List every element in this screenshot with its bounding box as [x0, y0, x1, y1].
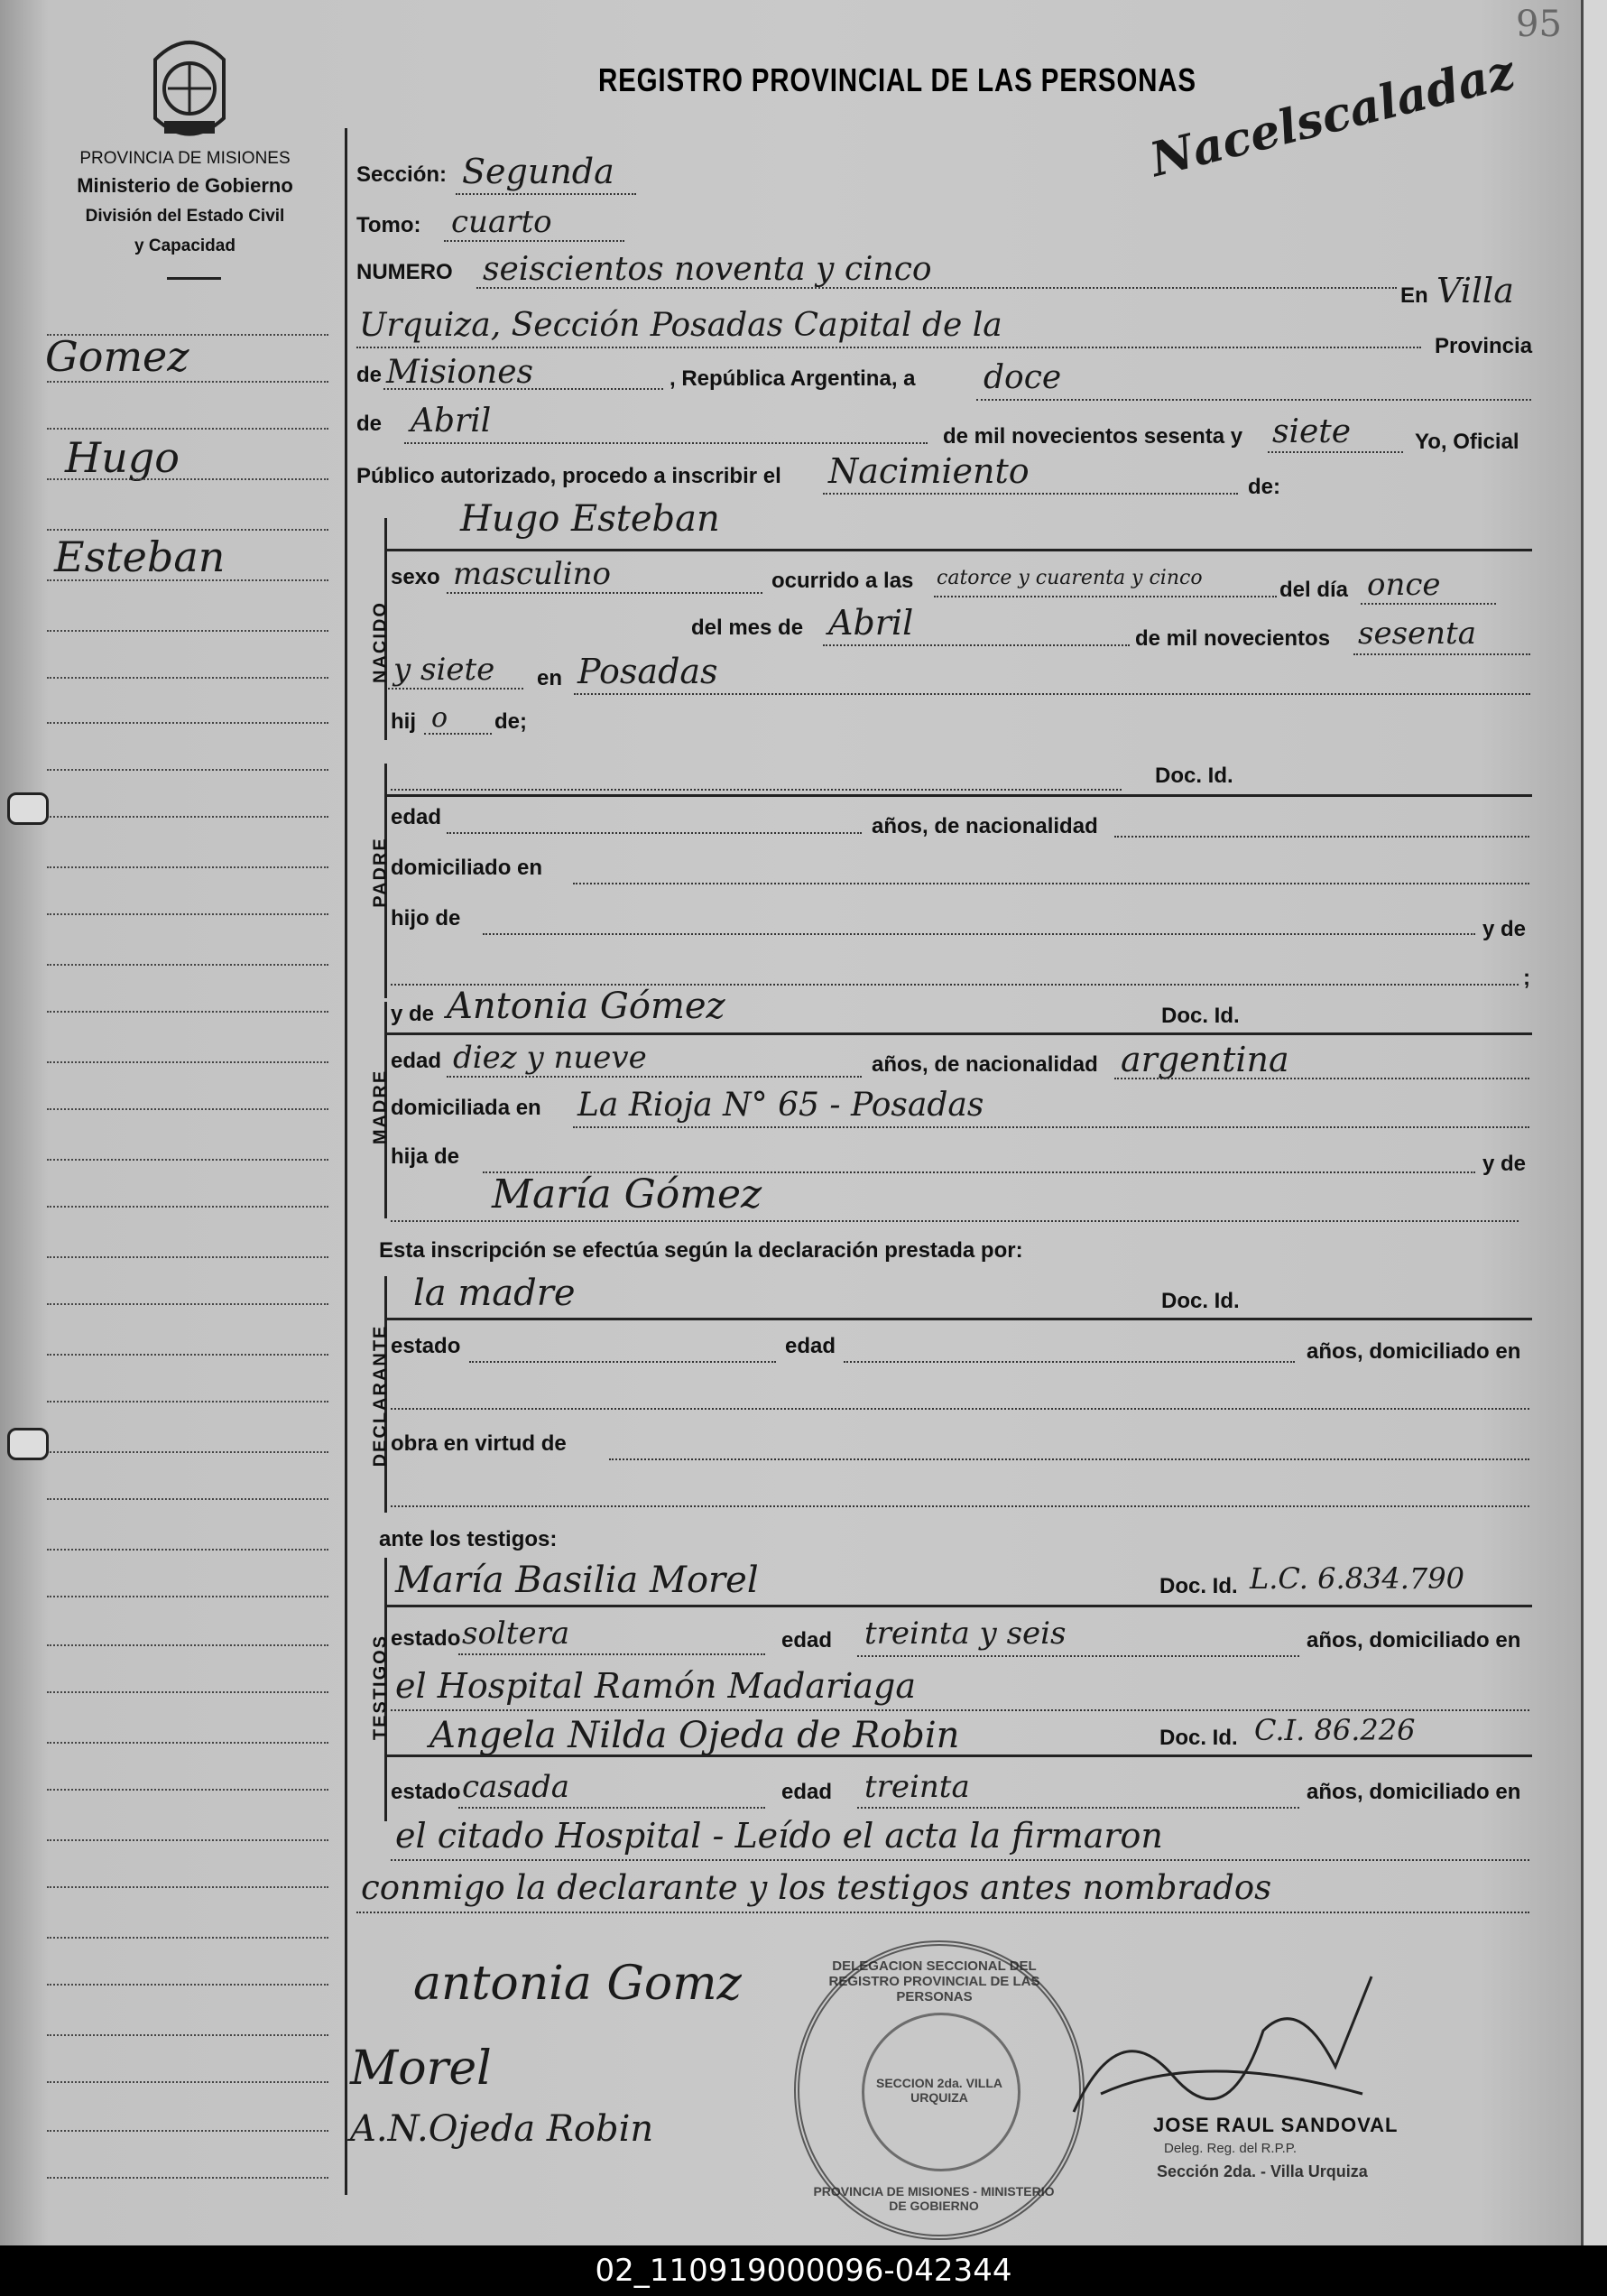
- testigo2-estado-value: casada: [462, 1769, 570, 1805]
- madre-name: Antonia Gómez: [447, 986, 725, 1027]
- org-division: División del Estado Civil: [85, 207, 285, 226]
- seal-inner-text: SECCION 2da. VILLA URQUIZA: [875, 2076, 1003, 2105]
- margin-surname: Gomez: [45, 332, 189, 381]
- madre-hija-label: hija de: [391, 1144, 460, 1169]
- document-code: 02_110919000096-042344: [595, 2253, 1012, 2289]
- testigo2-doc-label: Doc. Id.: [1159, 1726, 1238, 1750]
- madre-edad-label: edad: [391, 1049, 442, 1073]
- testigo1-name: María Basilia Morel: [395, 1560, 759, 1601]
- declarante-obra-label: obra en virtud de: [391, 1431, 567, 1456]
- de3-label: de:: [1248, 475, 1280, 499]
- margin-first-name: Hugo: [65, 433, 180, 482]
- dia-value: once: [1367, 567, 1441, 603]
- sexo-label: sexo: [391, 565, 440, 589]
- numero-label: NUMERO: [356, 260, 453, 284]
- testigo2-estado-label: estado: [391, 1780, 461, 1804]
- testigo2-name: Angela Nilda Ojeda de Robin: [429, 1715, 960, 1756]
- anio2-value: y siete: [393, 652, 495, 688]
- en-label: En: [1400, 283, 1428, 308]
- declarante-estado-label: estado: [391, 1334, 461, 1358]
- testigo2-name-line: [386, 1754, 1532, 1757]
- declarante-section-label: DECLARANTE: [370, 1324, 391, 1467]
- madre-name-line: [386, 1032, 1532, 1035]
- testigos-intro: ante los testigos:: [379, 1527, 558, 1551]
- oficial-text: Yo, Oficial: [1415, 430, 1519, 454]
- official-role: Deleg. Reg. del R.P.P.: [1164, 2141, 1298, 2156]
- numero-value: seiscientos noventa y cinco: [483, 251, 932, 288]
- declarante-signature: antonia Gomz: [413, 1957, 742, 2011]
- provincia-label: Provincia: [1435, 334, 1533, 358]
- nacido-name-line: [386, 549, 1532, 551]
- hij-de-label: de;: [494, 709, 527, 734]
- tomo-label: Tomo:: [356, 213, 421, 237]
- en-lugar-label: en: [537, 666, 563, 690]
- del-mes-label: del mes de: [691, 616, 804, 640]
- year-value: siete: [1272, 413, 1352, 450]
- padre-semicolon: ;: [1523, 966, 1530, 990]
- madre-abuela-value: María Gómez: [492, 1171, 762, 1217]
- de2-label: de: [356, 412, 383, 436]
- testigo2-doc-value: C.I. 86.226: [1254, 1713, 1416, 1747]
- padre-edad-label: edad: [391, 805, 442, 829]
- anio-value: sesenta: [1358, 616, 1476, 652]
- hij-label: hij: [391, 709, 416, 734]
- testigo1-anos-label: años, domiciliado en: [1307, 1628, 1521, 1653]
- madre-y-de-label: y de: [391, 1002, 435, 1026]
- padre-section-label: PADRE: [370, 837, 391, 908]
- de-label: de: [356, 363, 383, 387]
- madre-domiciliada-label: domiciliada en: [391, 1096, 541, 1120]
- cancel-stamp: Nacelscaladaz: [1144, 43, 1520, 189]
- testigo1-doc-label: Doc. Id.: [1159, 1574, 1238, 1598]
- org-province: PROVINCIA DE MISIONES: [79, 149, 291, 168]
- padre-domiciliado-label: domiciliado en: [391, 856, 543, 880]
- en-value: Villa: [1436, 271, 1514, 310]
- testigo1-dom-value: el Hospital Ramón Madariaga: [395, 1666, 916, 1706]
- madre-anos-label: años, de nacionalidad: [872, 1052, 1098, 1077]
- madre-nac-value: argentina: [1121, 1040, 1289, 1079]
- seccion-label: Sección:: [356, 162, 448, 187]
- official-office: Sección 2da. - Villa Urquiza: [1157, 2162, 1368, 2180]
- testigo1-edad-value: treinta y seis: [864, 1616, 1067, 1652]
- madre-doc-label: Doc. Id.: [1161, 1004, 1240, 1028]
- testigo1-edad-label: edad: [781, 1628, 833, 1653]
- mil-label: de mil novecientos: [1135, 626, 1331, 651]
- declarante-intro: Esta inscripción se efectúa según la declaración prestada por:: [379, 1238, 1023, 1263]
- publico-text: Público autorizado, procedo a inscribir el: [356, 464, 781, 488]
- year-text: de mil novecientos sesenta y: [943, 424, 1243, 449]
- coat-of-arms-icon: [137, 32, 242, 150]
- org-divider: [167, 277, 221, 280]
- day-value: doce: [984, 359, 1062, 396]
- seccion-value: Segunda: [462, 152, 614, 191]
- seal-text: DELEGACION SECCIONAL DEL REGISTRO PROVINCIAL DE LAS PERSONAS: [828, 1958, 1040, 2004]
- binding-clip-icon: [7, 1428, 49, 1460]
- madre-y-de2-label: y de: [1482, 1152, 1527, 1176]
- padre-y-de-label: y de: [1482, 917, 1527, 941]
- madre-dom-value: La Rioja N° 65 - Posadas: [577, 1087, 984, 1124]
- padre-name-line: [386, 794, 1532, 797]
- testigo1-estado-value: soltera: [462, 1616, 570, 1652]
- declarante-anos-label: años, domiciliado en: [1307, 1339, 1521, 1364]
- lugar-value: Posadas: [577, 652, 718, 691]
- mes-value: Abril: [828, 603, 914, 643]
- binding-clip-icon: [7, 792, 49, 825]
- del-dia-label: del día: [1279, 578, 1349, 602]
- page-edge: [1581, 0, 1607, 2245]
- nacido-section-label: NACIDO: [370, 601, 391, 683]
- sexo-value: masculino: [453, 556, 612, 592]
- month-value: Abril: [411, 403, 492, 440]
- declarante-name-line: [386, 1318, 1532, 1320]
- padre-anos-label: años, de nacionalidad: [872, 814, 1098, 838]
- official-signature-icon: [1065, 1958, 1390, 2130]
- padre-doc-label: Doc. Id.: [1155, 764, 1233, 788]
- declarante-doc-label: Doc. Id.: [1161, 1289, 1240, 1313]
- testigo2-signature: A.N.Ojeda Robin: [350, 2108, 654, 2150]
- official-name: JOSE RAUL SANDOVAL: [1153, 2114, 1399, 2136]
- ocurrido-label: ocurrido a las: [771, 569, 914, 593]
- testigos-section-label: TESTIGOS: [370, 1634, 391, 1741]
- act-value: Nacimiento: [828, 451, 1030, 491]
- registry-title: REGISTRO PROVINCIAL DE LAS PERSONAS: [598, 61, 1196, 98]
- testigo2-anos-label: años, domiciliado en: [1307, 1780, 1521, 1804]
- testigo1-name-line: [386, 1605, 1532, 1607]
- testigo1-signature: Morel: [350, 2041, 492, 2096]
- place-value: Urquiza, Sección Posadas Capital de la: [359, 307, 1002, 344]
- declarante-edad-label: edad: [785, 1334, 836, 1358]
- org-capacidad: y Capacidad: [134, 236, 236, 255]
- provincia-value: Misiones: [386, 354, 534, 391]
- madre-section-label: MADRE: [370, 1069, 391, 1145]
- republica-text: , República Argentina, a: [670, 366, 916, 391]
- testigo1-doc-value: L.C. 6.834.790: [1250, 1561, 1464, 1596]
- testigo2-edad-value: treinta: [864, 1769, 970, 1805]
- nacido-name: Hugo Esteban: [460, 498, 720, 540]
- org-ministry: Ministerio de Gobierno: [77, 174, 293, 197]
- margin-rule: [345, 128, 347, 2195]
- testigo2-dom-value: el citado Hospital - Leído el acta la firmaron: [395, 1816, 1163, 1856]
- margin-middle-name: Esteban: [54, 532, 226, 581]
- closing-line: conmigo la declarante y los testigos antes nombrados: [361, 1868, 1272, 1907]
- padre-hijo-label: hijo de: [391, 906, 461, 930]
- madre-edad-value: diez y nueve: [453, 1040, 647, 1076]
- hora-value: catorce y cuarenta y cinco: [937, 567, 1203, 589]
- testigo1-estado-label: estado: [391, 1626, 461, 1651]
- testigo2-edad-label: edad: [781, 1780, 833, 1804]
- seal-bottom-text: PROVINCIA DE MISIONES - MINISTERIO DE GOBIERNO: [813, 2184, 1055, 2213]
- declarante-name: la madre: [413, 1273, 576, 1314]
- hij-value: o: [431, 702, 448, 734]
- page-number: 95: [1516, 4, 1562, 45]
- tomo-value: cuarto: [451, 204, 552, 240]
